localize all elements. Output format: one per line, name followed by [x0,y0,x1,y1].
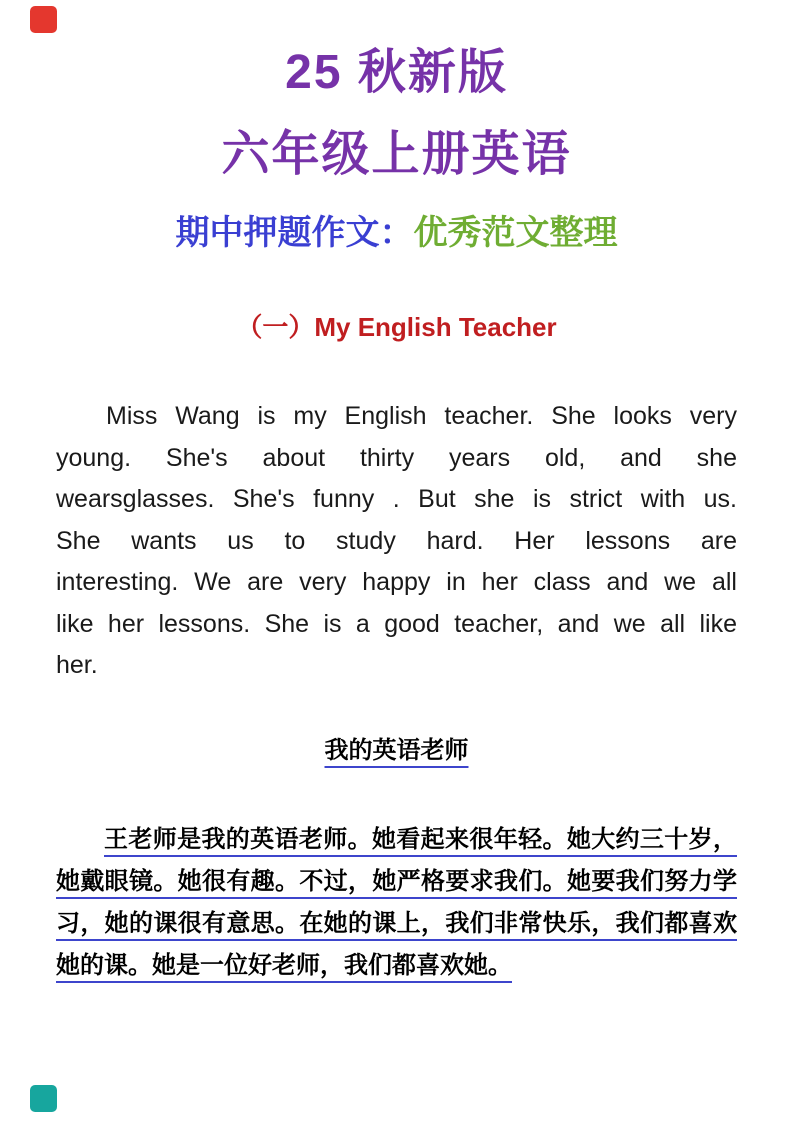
teal-corner-marker [30,1085,57,1112]
english-paragraph [56,396,737,687]
essay-body [56,396,737,987]
subtitle-blue-text: 期中押题作文： [175,214,414,252]
chinese-line: 习，她的课很有意思。在她的课上，我们非常快乐，我们都喜欢 [56,909,737,937]
english-line: Miss Wang is my English teacher. She looks very [106,402,737,430]
english-line: young. She's about thirty years old, and she [56,443,737,472]
english-line: She wants us to study hard. Her lessons are [56,526,737,555]
red-corner-marker [30,6,57,33]
chinese-paragraph [56,819,737,987]
doc-title-line1: 25 秋新版 [285,46,508,99]
english-line: like her lessons. She is a good teacher, and we all like [56,609,737,638]
english-line: her. [56,651,98,679]
english-line: interesting. We are very happy in her class and we all [56,568,737,596]
subtitle-green-text: 优秀范文整理 [413,214,618,252]
chinese-heading [56,735,737,767]
chinese-line: 王老师是我的英语老师。她看起来很年轻。她大约三十岁， [104,825,737,853]
doc-title-line2: 六年级上册英语 [221,128,572,181]
english-line: wearsglasses. She's funny . But she is strict with us. [56,485,737,513]
chinese-line: 她戴眼镜。她很有趣。不过，她严格要求我们。她要我们努力学 [56,867,737,895]
chinese-line: 她的课。她是一位好老师，我们都喜欢她。 [56,951,512,979]
doc-subtitle [0,212,793,254]
chinese-heading-text: 我的英语老师 [324,736,469,764]
essay-heading: （一）My English Teacher [236,312,557,342]
